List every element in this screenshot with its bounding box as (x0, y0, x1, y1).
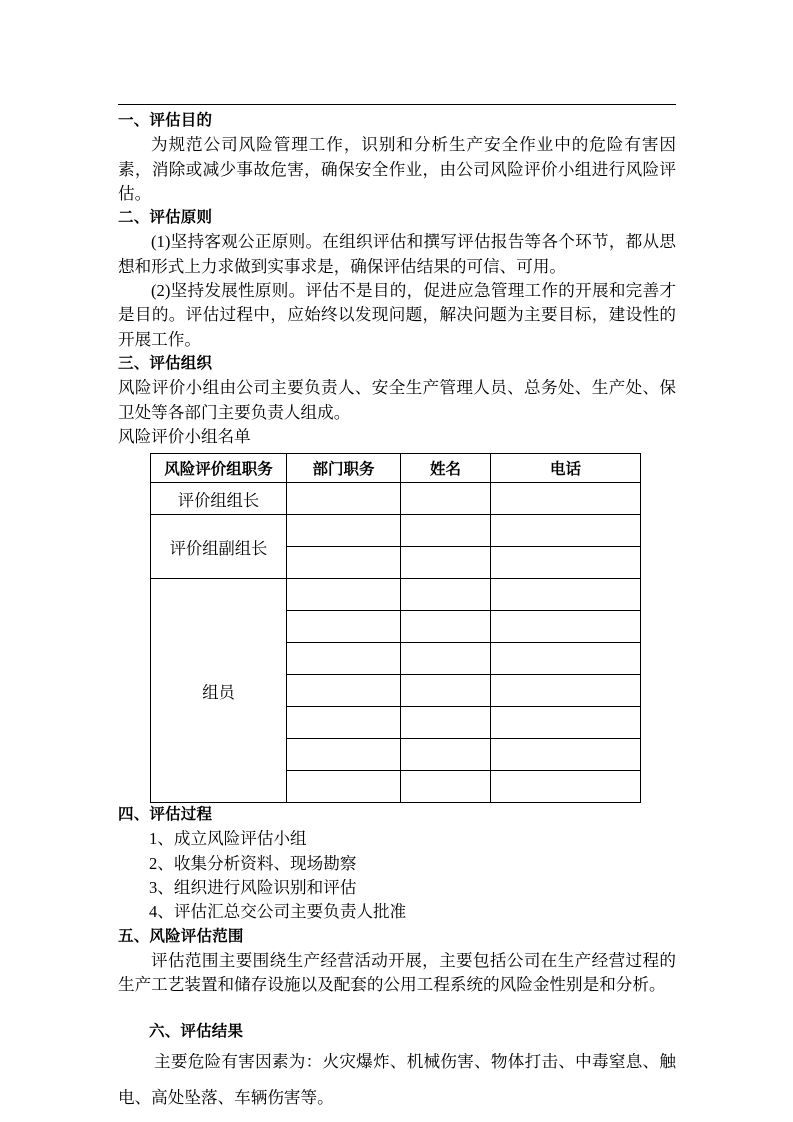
table-cell-dept[interactable] (287, 611, 401, 643)
table-cell-group-deputy-leader: 评价组副组长 (151, 515, 287, 579)
table-cell-phone[interactable] (491, 515, 641, 547)
table-cell-dept[interactable] (287, 643, 401, 675)
table-cell-dept[interactable] (287, 579, 401, 611)
table-cell-name[interactable] (401, 515, 491, 547)
table-cell-phone[interactable] (491, 739, 641, 771)
table-row (151, 515, 641, 547)
table-cell-name[interactable] (401, 483, 491, 515)
table-header-dept: 部门职务 (287, 454, 401, 483)
table-cell-dept[interactable] (287, 515, 401, 547)
section-paragraph-principle-2: (2)坚持发展性原则。评估不是目的，促进应急管理工作的开展和完善才是目的。评估过程中，应始终以发现问题，解决问题为主要目标，建设性的开展工作。 (118, 281, 676, 349)
section-paragraph-organization: 风险评价小组由公司主要负责人、安全生产管理人员、总务处、生产处、保卫处等各部门主要负责人组成。 (118, 378, 676, 422)
section-heading-results: 六、评估结果 (149, 1022, 244, 1040)
table-cell-phone[interactable] (491, 707, 641, 739)
table-cell-name[interactable] (401, 771, 491, 803)
table-cell-phone[interactable] (491, 675, 641, 707)
table-row (151, 483, 641, 515)
process-step-3: 3、组织进行风险识别和评估 (149, 878, 357, 898)
table-cell-phone[interactable] (491, 579, 641, 611)
process-step-1: 1、成立风险评估小组 (149, 829, 307, 849)
section-heading-process: 四、评估过程 (118, 806, 213, 824)
table-cell-phone[interactable] (491, 771, 641, 803)
table-cell-dept[interactable] (287, 483, 401, 515)
table-cell-phone[interactable] (491, 643, 641, 675)
header-separator-rule (118, 104, 676, 105)
process-step-4: 4、评估汇总交公司主要负责人批准 (149, 902, 407, 922)
table-header-phone: 电话 (491, 454, 641, 483)
risk-assessment-roster-table (150, 453, 641, 803)
table-cell-dept[interactable] (287, 771, 401, 803)
table-cell-phone[interactable] (491, 547, 641, 579)
table-cell-dept[interactable] (287, 547, 401, 579)
table-header-row (151, 454, 641, 483)
table-cell-dept[interactable] (287, 675, 401, 707)
table-cell-group-leader: 评价组组长 (151, 483, 287, 515)
table-cell-phone[interactable] (491, 483, 641, 515)
section-paragraph-results: 主要危险有害因素为：火灾爆炸、机械伤害、物体打击、中毒窒息、触电、高处坠落、车辆伤害等。 (118, 1051, 676, 1107)
section-heading-principles: 二、评估原则 (118, 209, 213, 227)
table-row (151, 579, 641, 611)
table-cell-name[interactable] (401, 643, 491, 675)
section-heading-scope: 五、风险评估范围 (118, 927, 244, 945)
table-cell-name[interactable] (401, 739, 491, 771)
table-cell-name[interactable] (401, 611, 491, 643)
roster-table-caption: 风险评价小组名单 (118, 426, 251, 446)
process-step-2: 2、收集分析资料、现场勘察 (149, 853, 357, 873)
table-cell-name[interactable] (401, 675, 491, 707)
table-cell-name[interactable] (401, 579, 491, 611)
table-cell-name[interactable] (401, 707, 491, 739)
section-paragraph-purpose: 为规范公司风险管理工作，识别和分析生产安全作业中的危险有害因素，消除或减少事故危害，确保安全作业，由公司风险评价小组进行风险评估。 (118, 135, 676, 203)
table-header-name: 姓名 (401, 454, 491, 483)
table-cell-dept[interactable] (287, 707, 401, 739)
table-cell-name[interactable] (401, 547, 491, 579)
section-heading-purpose: 一、评估目的 (118, 112, 213, 129)
table-cell-phone[interactable] (491, 611, 641, 643)
table-cell-group-members: 组员 (151, 579, 287, 803)
table-header-role: 风险评价组职务 (151, 454, 287, 483)
section-heading-organization: 三、评估组织 (118, 354, 213, 372)
section-paragraph-scope: 评估范围主要围绕生产经营活动开展，主要包括公司在生产经营过程的生产工艺装置和储存设施以及配套的公用工程系统的风险金性别是和分析。 (118, 950, 676, 995)
table-cell-dept[interactable] (287, 739, 401, 771)
document-body (118, 104, 676, 1116)
roster-table-wrapper (150, 453, 640, 803)
section-paragraph-principle-1: (1)坚持客观公正原则。在组织评估和撰写评估报告等各个环节，都从思想和形式上力求做到实事求是，确保评估结果的可信、可用。 (118, 232, 676, 276)
section-spacer (118, 998, 676, 1020)
